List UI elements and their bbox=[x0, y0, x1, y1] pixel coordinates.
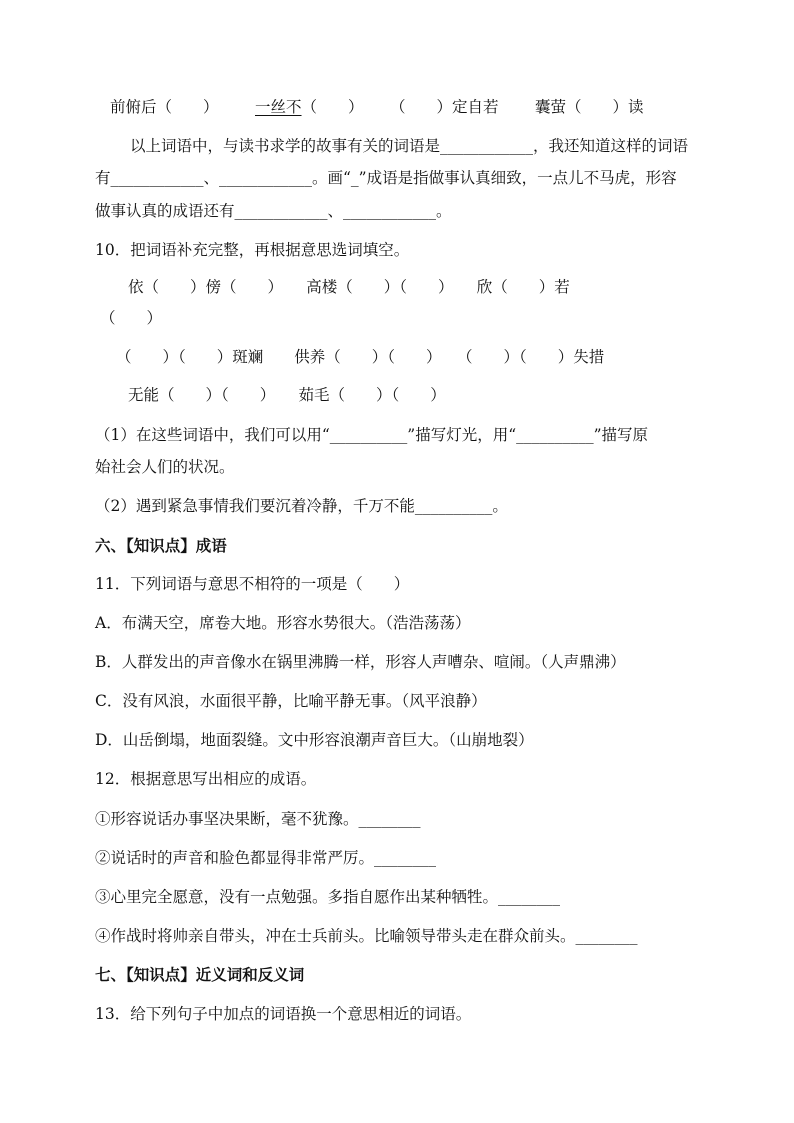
q12-title: 12．根据意思写出相应的成语。 bbox=[95, 770, 317, 788]
idiom-2-blank: （ ） bbox=[301, 98, 364, 116]
para1-line3: 做事认真的成语还有____________、____________。 bbox=[95, 202, 452, 220]
q12-item-2: ②说话时的声音和脸色都显得非常严厉。________ bbox=[95, 849, 437, 867]
q12-item-3: ③心里完全愿意，没有一点勉强。多指自愿作出某种牺牲。________ bbox=[95, 888, 561, 906]
idiom-2 bbox=[255, 97, 364, 117]
q10-title: 10．把词语补充完整，再根据意思选词填空。 bbox=[95, 241, 410, 259]
idiom-4: 囊萤（ ）读 bbox=[535, 98, 644, 116]
para1-line2: 有____________、____________。画“_”成语是指做事认真细致，一点儿不马虎，形容 bbox=[95, 169, 677, 187]
section-7-title: 七、【知识点】近义词和反义词 bbox=[95, 966, 305, 984]
q10-row2: （ ）（ ）斑斓 供养（ ）（ ） （ ）（ ）失措 bbox=[116, 348, 605, 366]
q11-option-c: C．没有风浪，水面很平静，比喻平静无事。（风平浪静） bbox=[95, 692, 487, 710]
section-6-title: 六、【知识点】成语 bbox=[95, 537, 227, 555]
q13-title: 13．给下列句子中加点的词语换一个意思相近的词语。 bbox=[95, 1005, 472, 1023]
idiom-3: （ ）定自若 bbox=[390, 98, 499, 116]
q10-row3: 无能（ ）（ ） 茹毛（ ）（ ） bbox=[128, 386, 446, 404]
q10-row1-wrap: （ ） bbox=[100, 309, 163, 327]
q12-item-1: ①形容说话办事坚决果断，毫不犹豫。________ bbox=[95, 810, 421, 828]
q11-option-b: B．人群发出的声音像水在锅里沸腾一样，形容人声嘈杂、喧闹。（人声鼎沸） bbox=[95, 653, 626, 671]
q10-sub2: （2）遇到紧急事情我们要沉着冷静，千万不能__________。 bbox=[95, 497, 508, 515]
q11-option-d: D．山岳倒塌，地面裂缝。文中形容浪潮声音巨大。（山崩地裂） bbox=[95, 731, 534, 749]
q12-item-4: ④作战时将帅亲自带头，冲在士兵前头。比喻领导带头走在群众前头。________ bbox=[95, 927, 638, 945]
q11-option-a: A．布满天空，席卷大地。形容水势很大。（浩浩荡荡） bbox=[95, 614, 471, 632]
para1-line1: 以上词语中，与读书求学的故事有关的词语是____________，我还知道这样的词语 bbox=[130, 137, 689, 155]
idiom-2-underlined: 一丝不 bbox=[255, 98, 302, 116]
idiom-1: 前俯后（ ） bbox=[110, 98, 219, 116]
q10-row1: 依（ ）傍（ ） 高楼（ ）（ ） 欣（ ）若 bbox=[128, 278, 570, 296]
q11-title: 11．下列词语与意思不相符的一项是（ ） bbox=[95, 575, 410, 593]
q10-sub1-line1: （1）在这些词语中，我们可以用“__________”描写灯光，用“__________”描写原 bbox=[95, 426, 649, 444]
q10-sub1-line2: 始社会人们的状况。 bbox=[95, 458, 235, 476]
